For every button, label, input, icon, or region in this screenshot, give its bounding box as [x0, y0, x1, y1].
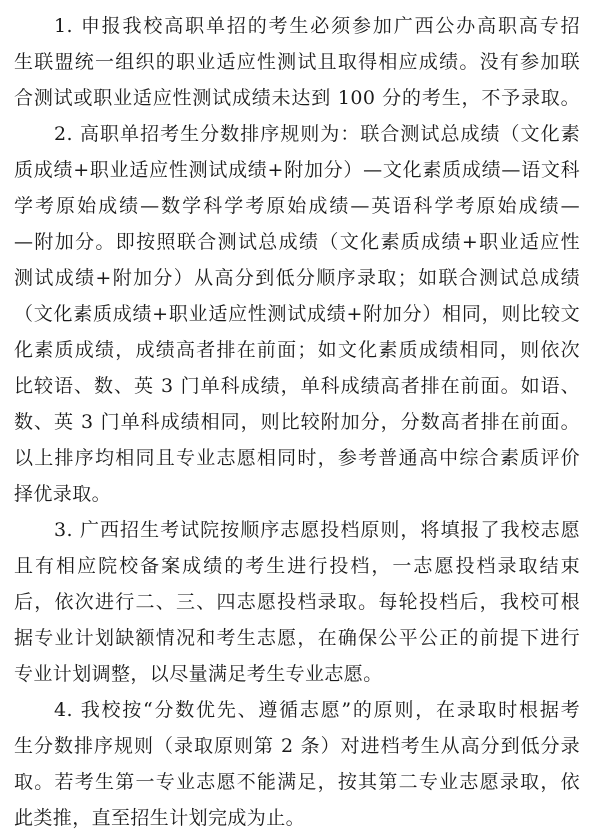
paragraph-line: 比较语、数、英 3 门单科成绩，单科成绩高者排在前面。如语、: [14, 375, 580, 397]
paragraph-line: 此类推，直至招生计划完成为止。: [14, 807, 306, 829]
paragraph-line: 生分数排序规则（录取原则第 2 条）对进档考生从高分到低分录: [14, 735, 580, 757]
paragraph-line: 据专业计划缺额情况和考生志愿，在确保公平公正的前提下进行: [14, 627, 580, 649]
paragraph-line: 1. 申报我校高职单招的考生必须参加广西公办高职高专招: [54, 15, 580, 37]
paragraph-line: 质成绩+职业适应性测试成绩+附加分）—文化素质成绩—语文科: [14, 159, 580, 181]
paragraph-line: 且有相应院校备案成绩的考生进行投档，一志愿投档录取结束: [14, 555, 580, 577]
paragraph-line: 专业计划调整，以尽量满足考生专业志愿。: [14, 663, 383, 685]
paragraph-line: 生联盟统一组织的职业适应性测试且取得相应成绩。没有参加联: [14, 51, 580, 73]
paragraph-line: （文化素质成绩+职业适应性测试成绩+附加分）相同，则比较文: [14, 303, 580, 325]
paragraph-line: 学考原始成绩—数学科学考原始成绩—英语科学考原始成绩—: [14, 195, 580, 217]
rule-2-paragraph: [14, 116, 580, 512]
paragraph-line: 取。若考生第一专业志愿不能满足，按其第二专业志愿录取，依: [14, 771, 580, 793]
paragraph-line: 以上排序均相同且专业志愿相同时，参考普通高中综合素质评价: [14, 447, 580, 469]
paragraph-line: 合测试或职业适应性测试成绩未达到 100 分的考生，不予录取。: [14, 87, 580, 109]
rule-1-paragraph: [14, 8, 580, 116]
paragraph-line: 后，依次进行二、三、四志愿投档录取。每轮投档后，我校可根: [14, 591, 580, 613]
document-body: [14, 8, 580, 836]
paragraph-line: —附加分。即按照联合测试总成绩（文化素质成绩+职业适应性: [14, 231, 580, 253]
paragraph-line: 测试成绩+附加分）从高分到低分顺序录取；如联合测试总成绩: [14, 267, 580, 289]
paragraph-line: 择优录取。: [14, 483, 112, 505]
paragraph-line: 化素质成绩，成绩高者排在前面；如文化素质成绩相同，则依次: [14, 339, 580, 361]
paragraph-line: 数、英 3 门单科成绩相同，则比较附加分，分数高者排在前面。: [14, 411, 580, 433]
rule-4-paragraph: [14, 692, 580, 836]
paragraph-line: 4. 我校按“分数优先、遵循志愿”的原则，在录取时根据考: [54, 699, 580, 721]
rule-3-paragraph: [14, 512, 580, 692]
paragraph-line: 2. 高职单招考生分数排序规则为：联合测试总成绩（文化素: [54, 123, 580, 145]
paragraph-line: 3. 广西招生考试院按顺序志愿投档原则，将填报了我校志愿: [54, 519, 580, 541]
